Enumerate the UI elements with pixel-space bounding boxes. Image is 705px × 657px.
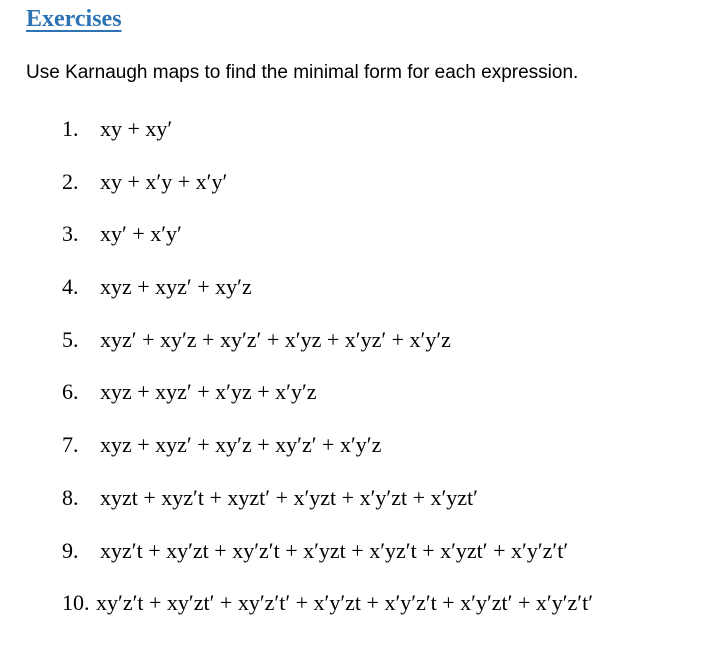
exercise-number: 4.: [62, 274, 79, 300]
exercise-number: 5.: [62, 326, 79, 352]
exercise-expression: xyz + xyz′ + x′yz + x′y′z: [100, 379, 317, 405]
exercise-number: 3.: [62, 221, 79, 247]
exercise-expression: xy′ + x′y′: [100, 221, 182, 247]
exercise-expression: xy′z′t + xy′zt′ + xy′z′t′ + x′y′zt + x′y′z′t + x′y′zt′ + x′y′z′t′: [96, 590, 594, 616]
exercise-expression: xyz′ + xy′z + xy′z′ + x′yz + x′yz′ + x′y′z: [100, 326, 451, 352]
section-heading: Exercises: [26, 6, 122, 32]
exercise-number: 9.: [62, 537, 79, 563]
exercise-expression: xy + xy′: [100, 116, 173, 141]
exercise-expression: xyz + xyz′ + xy′z + xy′z′ + x′y′z: [100, 432, 382, 458]
exercise-expression: xyz′t + xy′zt + xy′z′t + x′yzt + x′yz′t + x′yzt′ + x′y′z′t′: [100, 537, 569, 563]
exercise-number: 7.: [62, 432, 79, 458]
exercise-number: 8.: [62, 484, 79, 510]
instructions-text: Use Karnaugh maps to find the minimal form for each expression.: [26, 62, 579, 83]
exercise-expression: xyz + xyz′ + xy′z: [100, 274, 252, 300]
exercise-expression: xyzt + xyz′t + xyzt′ + x′yzt + x′y′zt + x′yzt′: [100, 484, 478, 510]
exercise-number: 6.: [62, 379, 79, 405]
exercise-number: 10.: [62, 590, 90, 616]
exercise-number: 2.: [62, 168, 79, 194]
exercise-number: 1.: [62, 116, 79, 141]
exercise-expression: xy + x′y + x′y′: [100, 168, 228, 194]
